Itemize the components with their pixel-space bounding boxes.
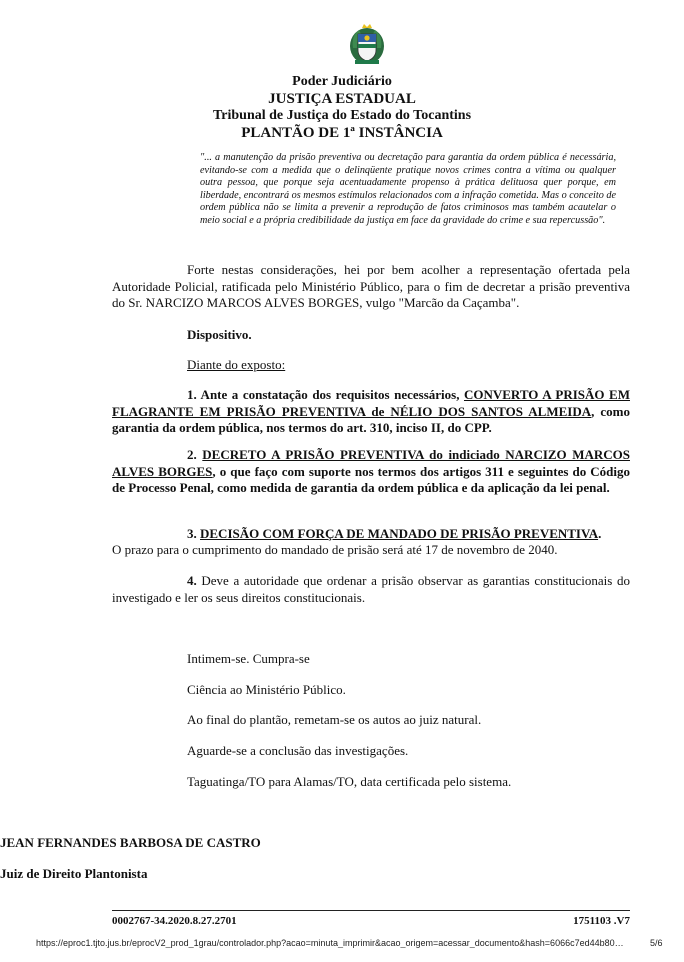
item-1 [112,387,630,437]
item-2-rest: , o que faço com suporte nos termos dos artigos 311 e seguintes do Código de Processo Penal, como medida de garantia da ordem pública e da aplicação da lei penal. [112,463,630,495]
header-line-poder-judiciario: Poder Judiciário [292,74,392,89]
item-4-lead: 4. [187,573,197,588]
item-1-rest: , como garantia da ordem pública, nos termos do art. 310, inciso II, do CPP. [112,403,630,435]
closing-ciencia: Ciência ao Ministério Público. [187,682,346,697]
closing-local-data: Taguatinga/TO para Alamas/TO, data certificada pelo sistema. [187,774,512,789]
closing-remetam: Ao final do plantão, remetam-se os autos ao juiz natural. [187,712,482,727]
header-line-plantao: PLANTÃO DE 1ª INSTÂNCIA [241,125,443,141]
item-2 [112,447,630,497]
process-number: 0002767-34.2020.8.27.2701 [112,915,237,927]
item-4 [112,573,630,606]
header-line-justica-estadual: JUSTIÇA ESTADUAL [268,91,416,107]
signature-title: Juiz de Direito Plantonista [0,866,148,881]
item-3-lead: 3. [187,526,200,541]
item-3-end: . [598,526,602,541]
footer-divider [112,910,630,911]
item-1-underlined: CONVERTO A PRISÃO EM FLAGRANTE EM PRISÃO PREVENTIVA de NÉLIO DOS SANTOS ALMEIDA [112,387,630,419]
item-2-underlined: DECRETO A PRISÃO PREVENTIVA do indiciado NARCIZO MARCOS ALVES BORGES [112,447,630,479]
closing-intimem: Intimem-se. Cumpra-se [187,651,310,666]
intro-paragraph: Forte nestas considerações, hei por bem acolher a representação ofertada pela Autoridade Policial, ratificada pelo Ministério Público, para o fim de decretar a prisão preventiva do Sr. NARCIZO MARCOS ALVES BORGES, vulgo "Marcão da Caçamba". [112,262,630,310]
document-code: 1751103 .V7 [573,915,630,927]
signature-name: JEAN FERNANDES BARBOSA DE CASTRO [0,835,261,850]
jurisprudence-quote: "... a manutenção da prisão preventiva ou decretação para garantia da ordem pública é necessária, evitando-se com a medida que o delinqüente pratique novos crimes contra a vítima ou qualquer outra pessoa, que porque seja acentuadamente propenso à prática delituosa quer porque, em liberdade, encontrará os mesmos estímulos relacionados com a infração cometida. Mas o conceito de ordem pública não se limita a prevenir a reprodução de fatos criminosos mas também acautelar o meio social e a própria credibilidade da justiça em face da gravidade do crime e sua repercussão". [200,152,616,226]
item-4-text: Deve a autoridade que ordenar a prisão observar as garantias constitucionais do investigado e ler os seus direitos constitucionais. [112,573,630,605]
dispositivo-heading: Dispositivo. [187,327,252,342]
header-line-tribunal: Tribunal de Justiça do Estado do Tocantins [212,108,472,123]
closing-aguarde: Aguarde-se a conclusão das investigações. [187,743,409,758]
item-2-lead: 2. [187,447,203,462]
page-counter: 5/6 [650,938,663,948]
print-url[interactable]: https://eproc1.tjto.jus.br/eprocV2_prod_1grau/controlador.php?acao=minuta_imprimir&acao_origem=acessar_documento&hash=6066c7ed44b80… [36,938,624,948]
diante-do-exposto: Diante do exposto: [187,357,286,372]
item-3-deadline: O prazo para o cumprimento do mandado de prisão será até 17 de novembro de 2040. [112,542,558,557]
item-1-lead: 1. Ante a constatação dos requisitos necessários, [187,387,464,402]
item-3 [187,526,647,543]
item-3-underlined: DECISÃO COM FORÇA DE MANDADO DE PRISÃO PREVENTIVA [200,526,599,541]
tocantins-crest-logo [347,22,387,66]
